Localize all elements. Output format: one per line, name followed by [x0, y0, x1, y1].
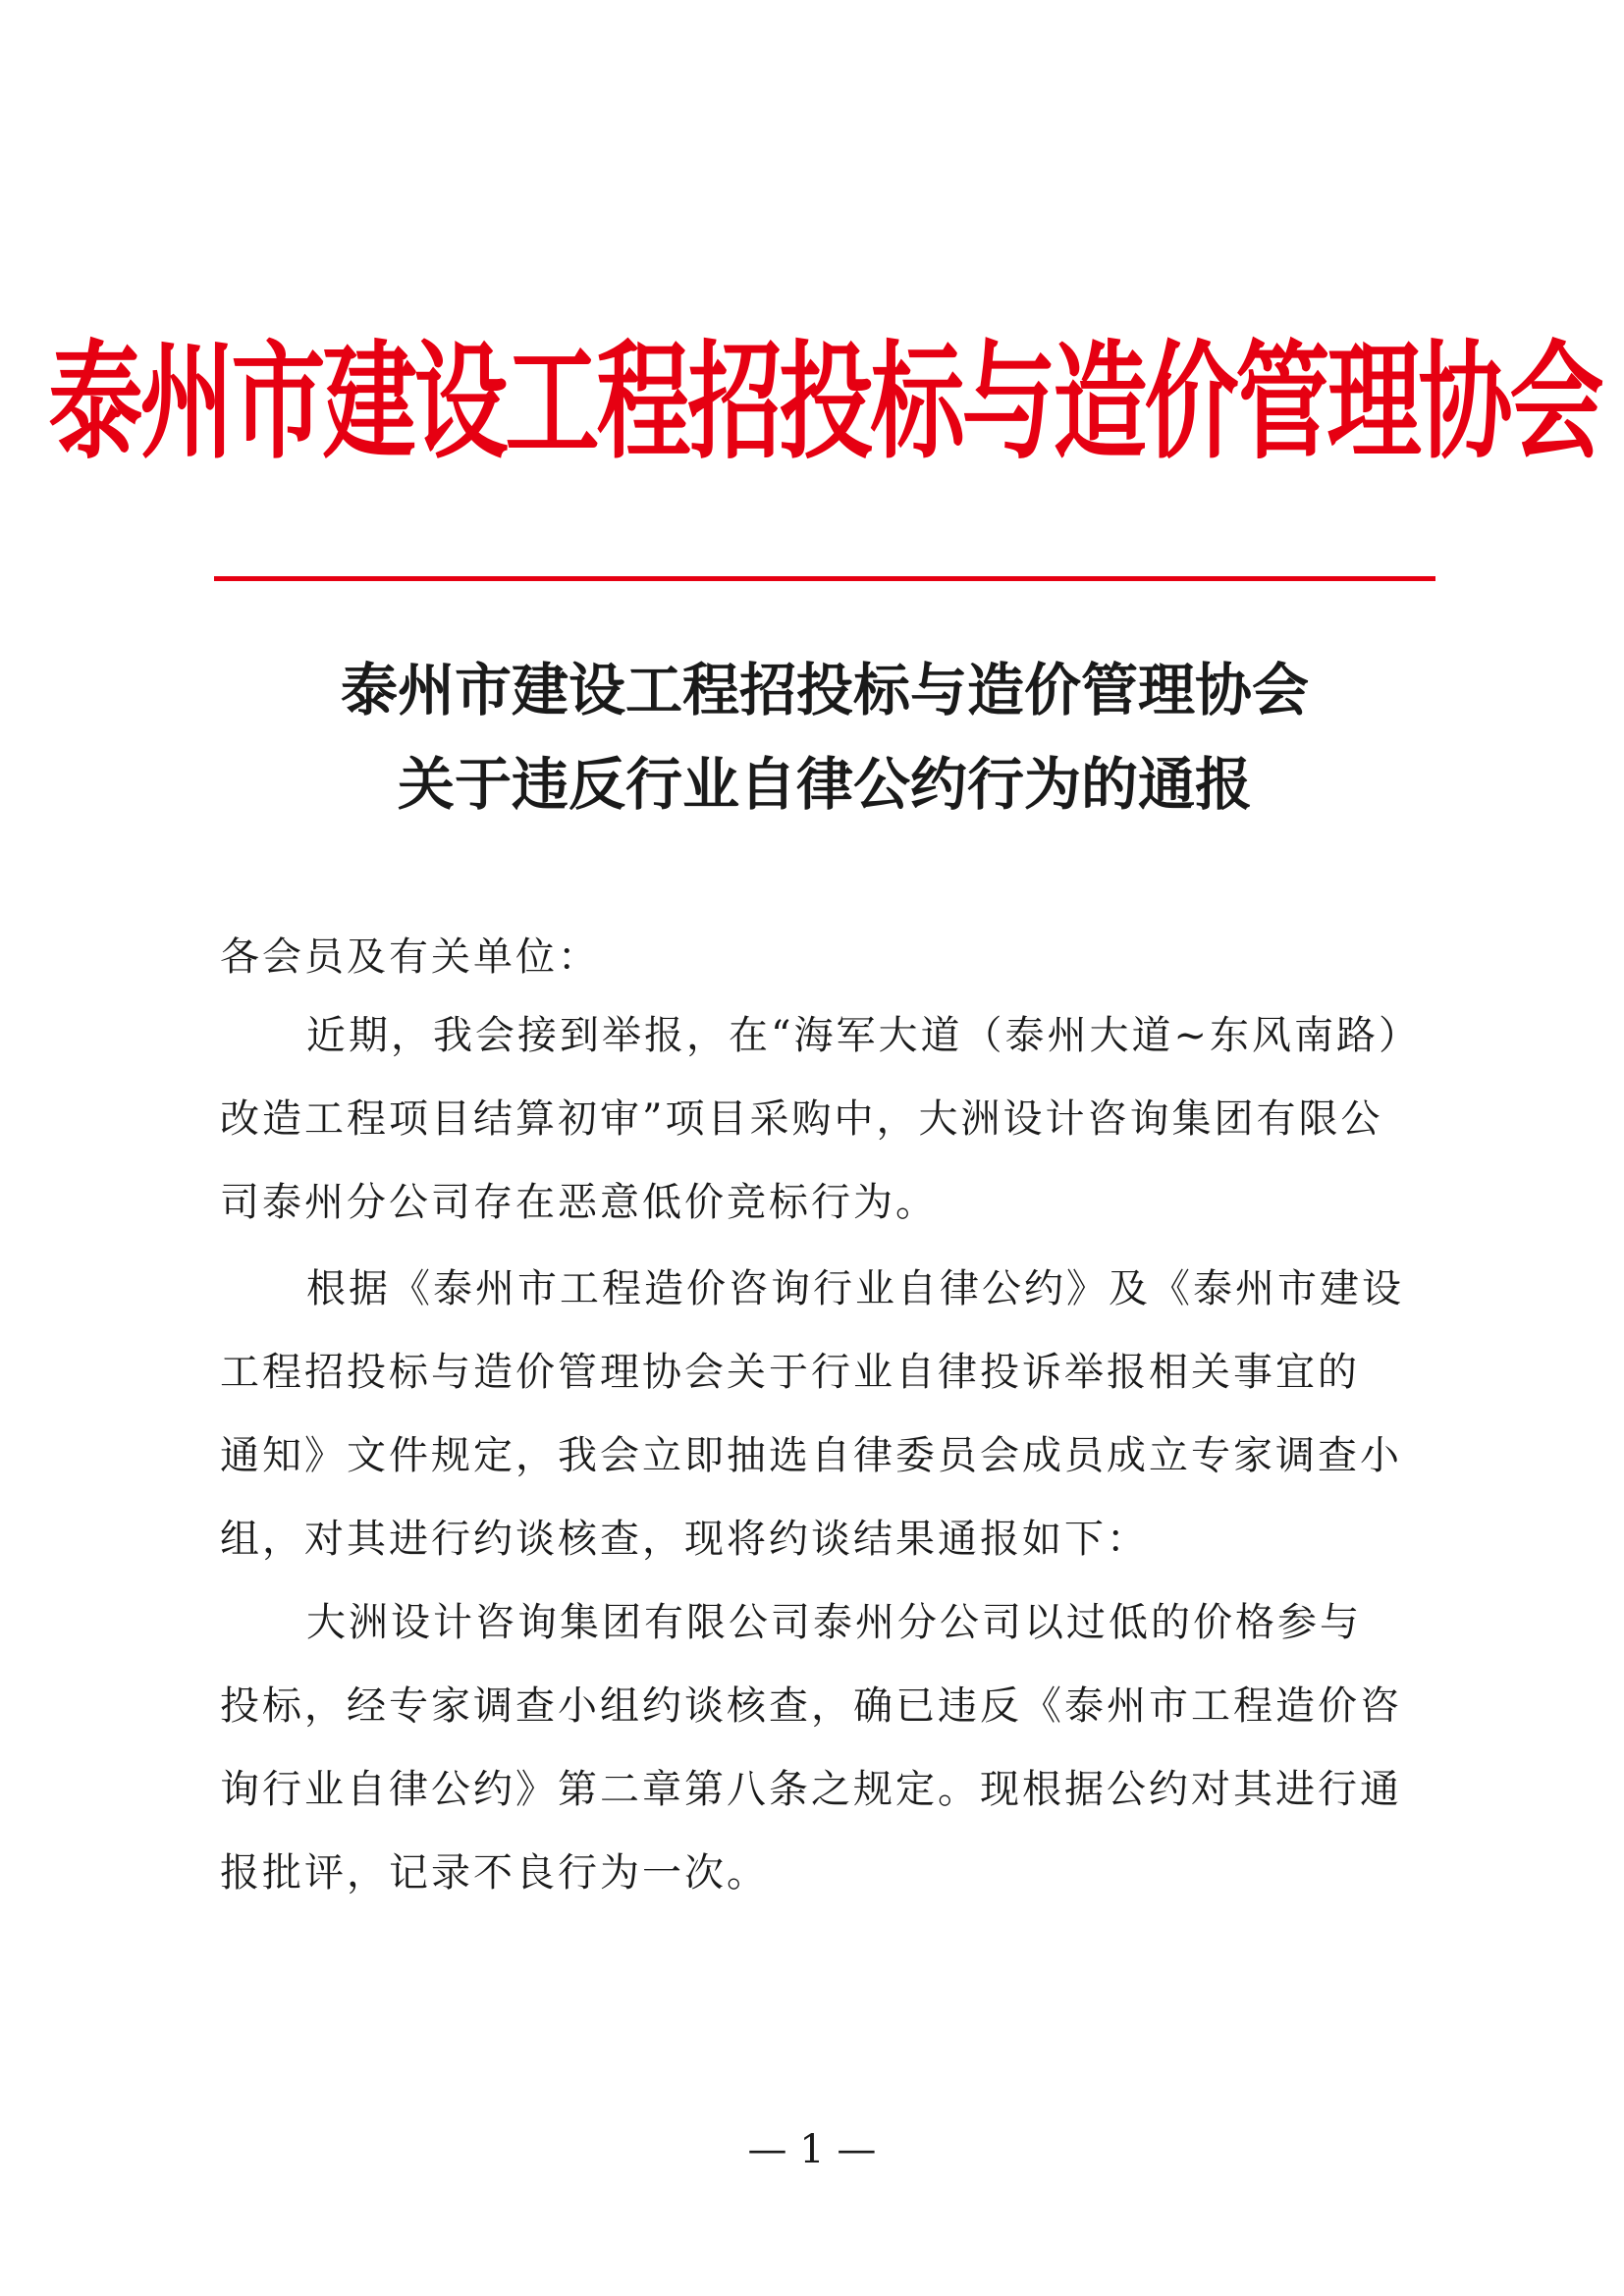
paragraph-line: 司泰州分公司存在恶意低价竞标行为。	[220, 1180, 938, 1225]
paragraph-line: 近期，我会接到举报，在“海军大道（泰州大道~东风南路）	[306, 1013, 1421, 1058]
paragraph-line: 询行业自律公约》第二章第八条之规定。现根据公约对其进行通	[220, 1767, 1402, 1812]
paragraph-line: 报批评，记录不良行为一次。	[220, 1850, 769, 1896]
masthead-red-rule	[214, 576, 1435, 581]
document-title-line-1: 泰州市建设工程招投标与造价管理协会	[340, 657, 1309, 723]
masthead-org-name: 泰州市建设工程招投标与造价管理协会	[48, 327, 1601, 477]
salutation: 各会员及有关单位：	[220, 934, 600, 980]
document-title-line-2: 关于违反行业自律公约行为的通报	[397, 751, 1252, 818]
paragraph-line: 投标，经专家调查小组约谈核查，确已违反《泰州市工程造价咨	[220, 1683, 1402, 1729]
paragraph-line: 大洲设计咨询集团有限公司泰州分公司以过低的价格参与	[306, 1600, 1362, 1645]
paragraph-line: 改造工程项目结算初审”项目采购中，大洲设计咨询集团有限公	[220, 1096, 1383, 1142]
paragraph-line: 根据《泰州市工程造价咨询行业自律公约》及《泰州市建设	[306, 1266, 1404, 1311]
paragraph-line: 组，对其进行约谈核查，现将约谈结果通报如下：	[220, 1517, 1149, 1562]
paragraph-line: 通知》文件规定，我会立即抽选自律委员会成员成立专家调查小	[220, 1433, 1402, 1478]
paragraph-line: 工程招投标与造价管理协会关于行业自律投诉举报相关事宜的	[220, 1350, 1360, 1395]
page-number: — 1 —	[747, 2127, 877, 2172]
